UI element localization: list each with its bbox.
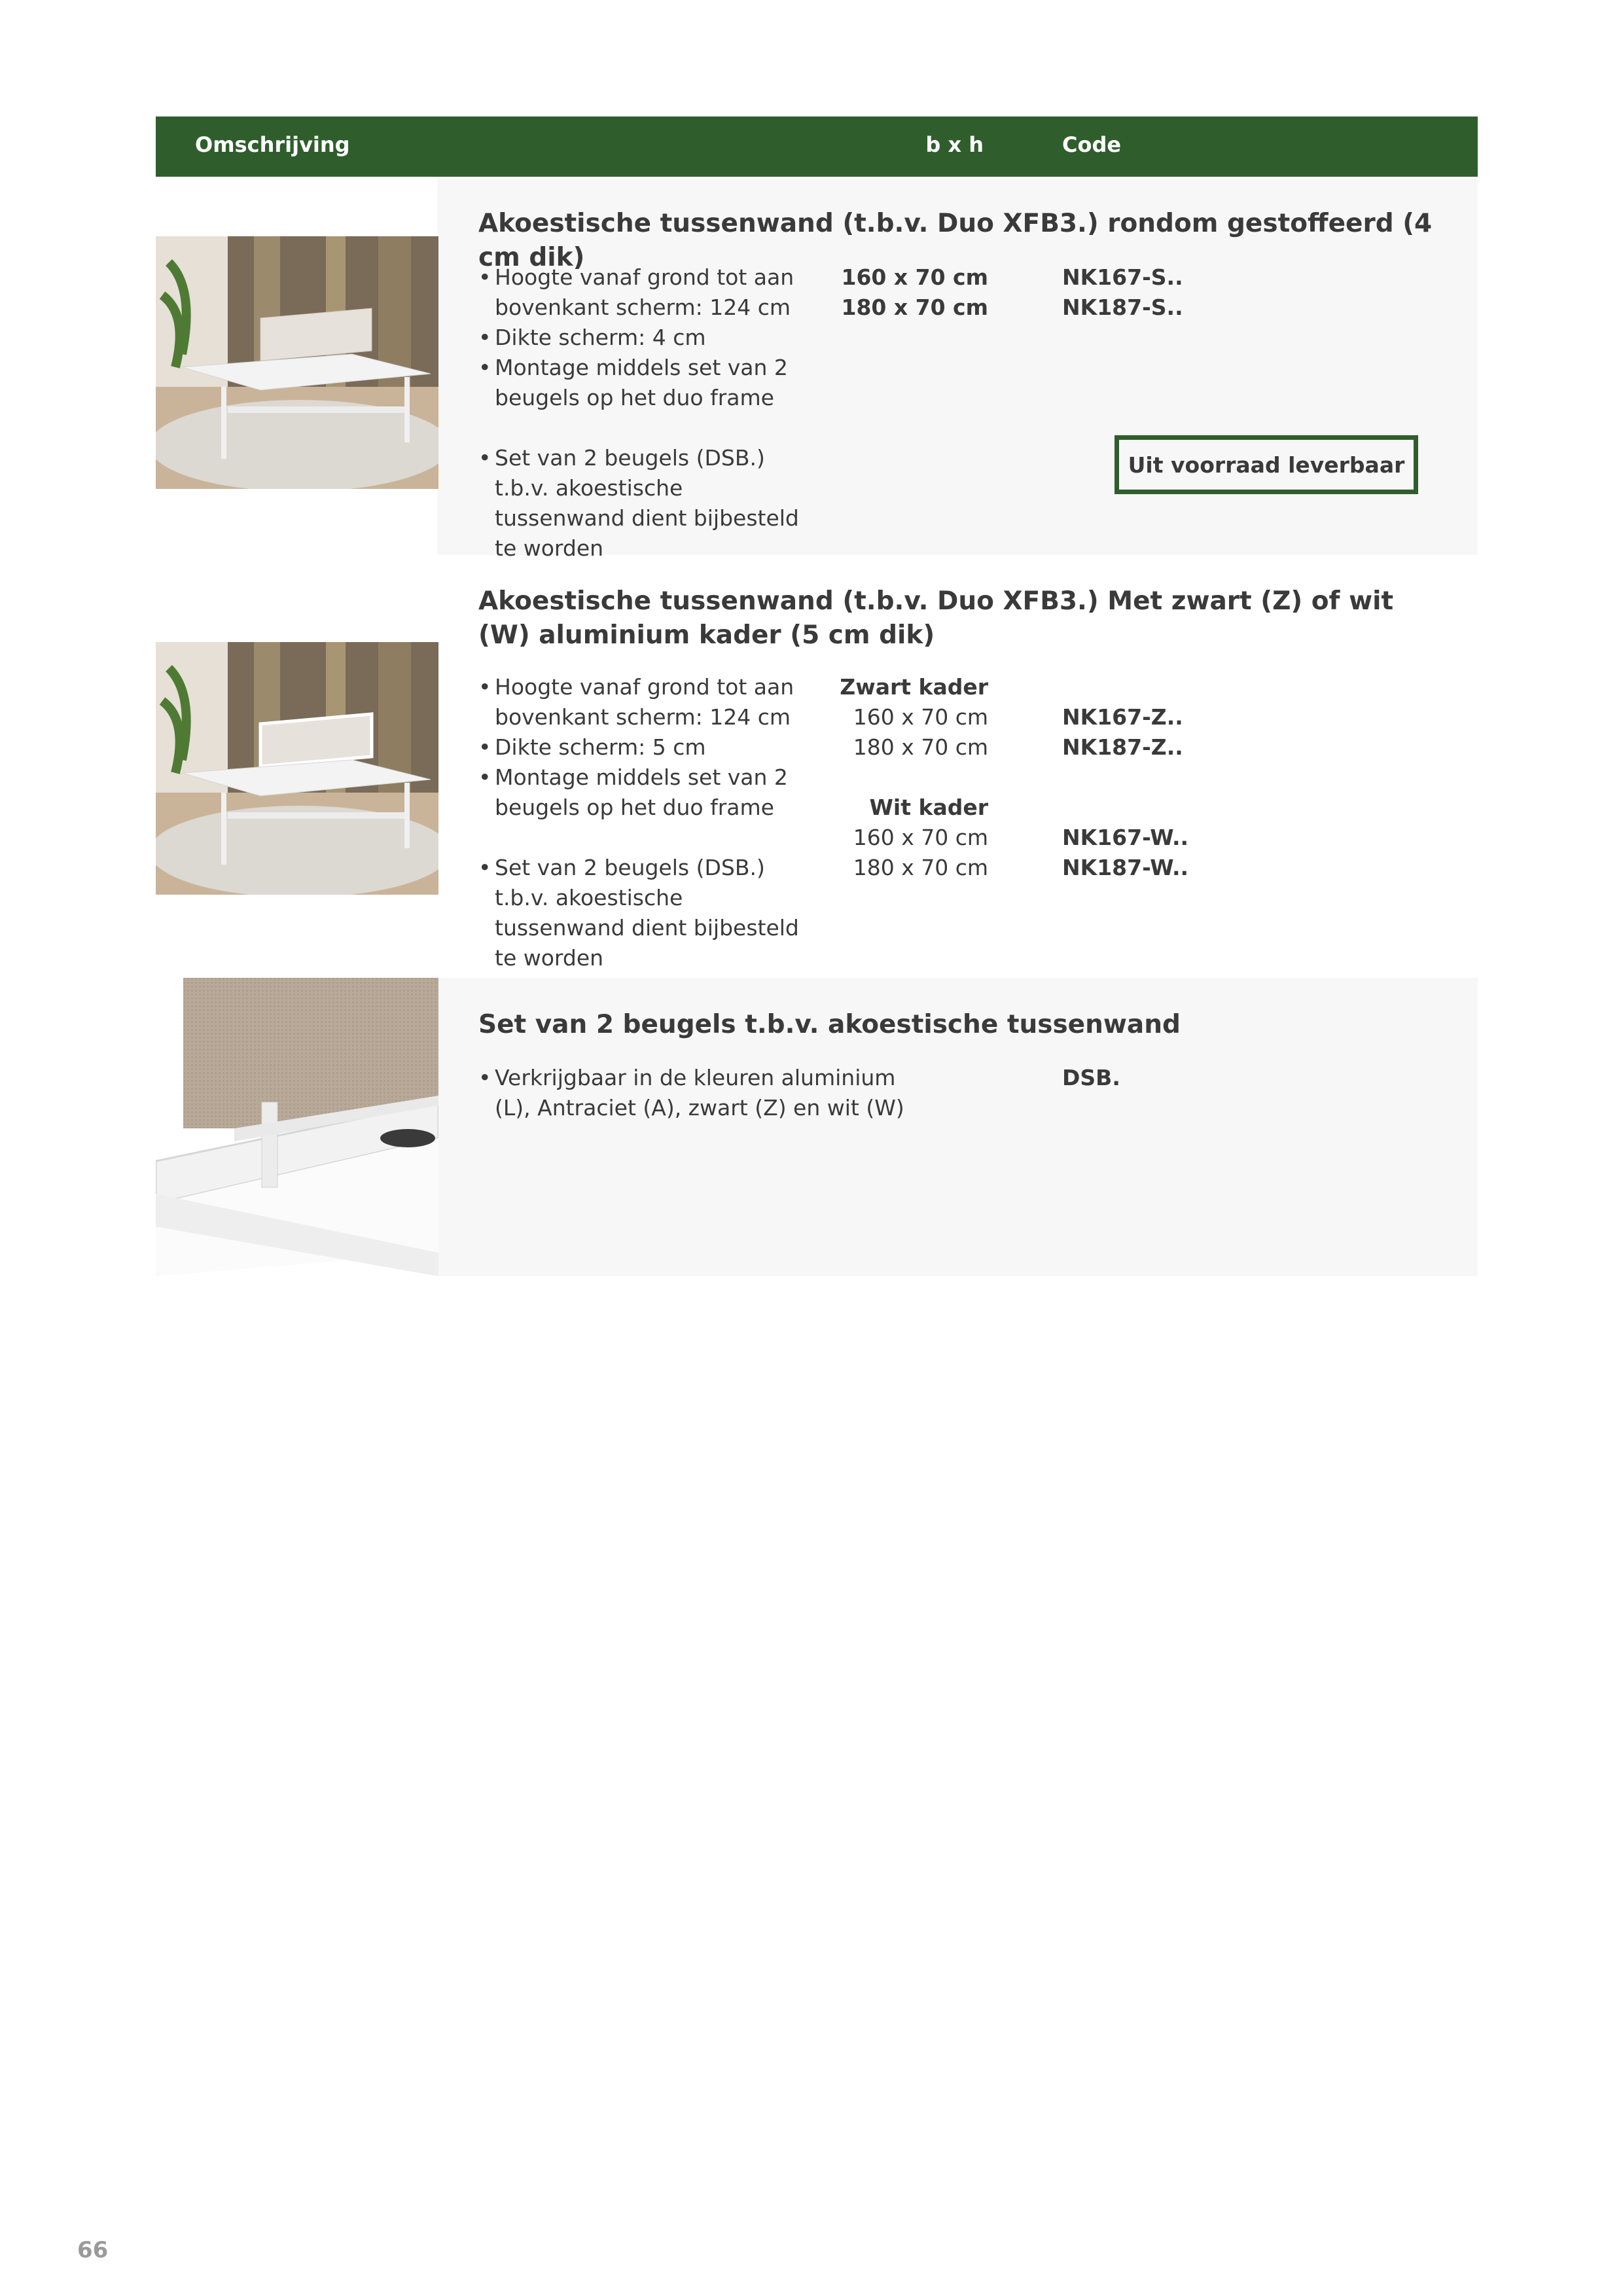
group-label-zwart: Zwart kader — [840, 674, 988, 700]
size-value: 160 x 70 cm — [853, 825, 988, 850]
product-3-bullets — [478, 1063, 936, 1123]
code-value: NK167-S.. — [1062, 264, 1183, 290]
product-2-title: Akoestische tussenwand (t.b.v. Duo XFB3.) Met zwart (Z) of wit (W) aluminium kader (5 cm dik) — [478, 586, 1394, 650]
size-value: 180 x 70 cm — [853, 855, 988, 880]
product-2-codes — [1062, 702, 1188, 883]
product-3-codes — [1062, 1063, 1120, 1093]
code-value: NK187-S.. — [1062, 295, 1183, 320]
code-value: NK187-W.. — [1062, 855, 1189, 880]
header-size: b x h — [925, 132, 984, 157]
code-value: DSB. — [1062, 1065, 1120, 1090]
bracket-closeup-photo — [156, 978, 438, 1276]
product-2-bullet-4: • Set van 2 beugels (DSB.) t.b.v. akoestische tussenwand dient bijbesteld te worden — [478, 853, 819, 973]
code-value: NK167-W.. — [1062, 825, 1189, 850]
product-1-bullet-3: • Montage middels set van 2 beugels op het duo frame — [478, 353, 819, 413]
product-2-bullet-3: • Montage middels set van 2 beugels op het duo frame — [478, 762, 819, 823]
size-value: 160 x 70 cm — [853, 704, 988, 730]
code-value: NK167-Z.. — [1062, 704, 1183, 730]
group-label-wit: Wit kader — [869, 795, 988, 820]
desk-with-fabric-screen-photo — [156, 236, 438, 489]
stock-badge: Uit voorraad leverbaar — [1115, 435, 1418, 494]
product-1-bullet-1: • Hoogte vanaf grond tot aan bovenkant scherm: 124 cm — [478, 262, 819, 323]
product-3-title: Set van 2 beugels t.b.v. akoestische tussenwand — [478, 1010, 1181, 1039]
product-1-sizes — [753, 262, 988, 323]
size-value: 180 x 70 cm — [853, 734, 988, 760]
product-1-bullet-4: • Set van 2 beugels (DSB.) t.b.v. akoestische tussenwand dient bijbesteld te worden — [478, 443, 819, 564]
desk-with-framed-screen-photo — [156, 642, 438, 895]
product-3-bullet-1: • Verkrijgbaar in de kleuren aluminium (L), Antraciet (A), zwart (Z) en wit (W) — [478, 1063, 936, 1123]
product-1-bullet-2: • Dikte scherm: 4 cm — [478, 323, 819, 353]
product-1-title: Akoestische tussenwand (t.b.v. Duo XFB3.) rondom gestoffeerd (4 cm dik) — [478, 209, 1433, 272]
code-value: NK187-Z.. — [1062, 734, 1183, 760]
product-1-codes — [1062, 262, 1183, 323]
size-value: 160 x 70 cm — [841, 264, 988, 290]
header-description: Omschrijving — [195, 132, 350, 157]
code-spacer — [1062, 762, 1188, 823]
size-value: 180 x 70 cm — [841, 295, 988, 320]
product-2-bullet-2: • Dikte scherm: 5 cm — [478, 732, 819, 762]
product-2-sizes — [753, 672, 988, 883]
page-number: 66 — [77, 2237, 109, 2263]
table-header — [156, 117, 1478, 177]
header-code: Code — [1062, 132, 1122, 157]
product-2-bullet-1: • Hoogte vanaf grond tot aan bovenkant scherm: 124 cm — [478, 672, 819, 732]
